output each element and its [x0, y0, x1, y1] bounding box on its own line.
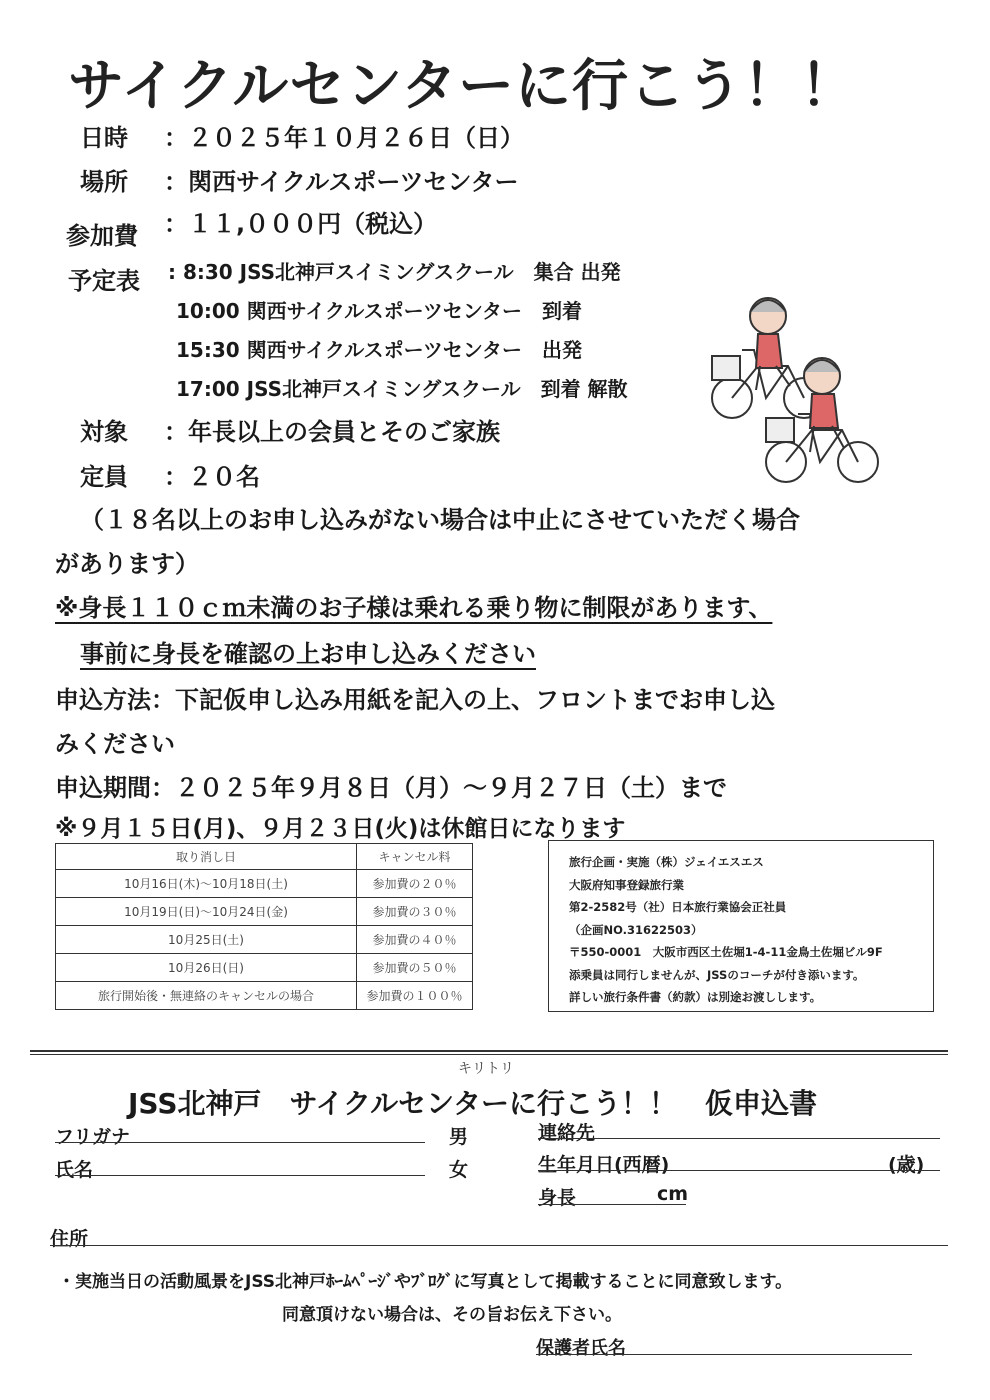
table-cell: 参加費の１００％: [357, 982, 473, 1010]
place-value: ：関西サイクルスポーツセンター: [164, 168, 519, 196]
height-note-cont: 事前に身長を確認の上お申し込みください: [80, 640, 536, 668]
height-note: ※身長１１０ｃｍ未満のお子様は乗れる乗り物に制限があります、: [55, 594, 773, 622]
page-title: サイクルセンターに行こう！！: [68, 54, 858, 119]
table-cell: 参加費の３０％: [357, 898, 473, 926]
schedule-item: 17:00 JSS北神戸スイミングスクール 到着 解散: [176, 377, 628, 401]
address-field[interactable]: [50, 1245, 948, 1246]
consent-statement: ・実施当日の活動風景をJSS北神戸ﾎｰﾑﾍﾟｰｼﾞやﾌﾞﾛｸﾞに写真として掲載することに同意致します。: [58, 1272, 793, 1292]
guardian-name-field[interactable]: [536, 1354, 912, 1355]
table-header-row: [56, 844, 473, 870]
apply-method: 申込方法：下記仮申し込み用紙を記入の上、フロントまでお申し込: [55, 686, 775, 714]
schedule-item: : 8:30 JSS北神戸スイミングスクール 集合 出発: [168, 260, 621, 284]
cancel-note: （１８名以上のお申し込みがない場合は中止にさせていただく場合: [80, 506, 800, 534]
schedule-label: 予定表: [68, 267, 140, 295]
table-cell: 参加費の４０％: [357, 926, 473, 954]
name-field[interactable]: [55, 1175, 425, 1176]
height-field[interactable]: [538, 1204, 686, 1205]
form-title: JSS北神戸 サイクルセンターに行こう！！ 仮申込書: [128, 1087, 818, 1120]
guardian-label: 保護者氏名: [536, 1338, 626, 1359]
cut-line: [30, 1054, 948, 1055]
table-cell: 10月26日(日): [56, 954, 357, 982]
table-row: [56, 926, 473, 954]
furigana-label: フリガナ: [55, 1126, 131, 1148]
consent-note: 同意頂けない場合は、その旨お伝え下さい。: [282, 1305, 622, 1325]
birthday-label: 生年月日(西暦): [538, 1154, 670, 1176]
name-label: 氏名: [55, 1159, 94, 1181]
capacity-label: 定員: [80, 463, 128, 491]
closed-days-note: ※９月１５日(月)、９月２３日(火)は休館日になります: [55, 816, 626, 842]
apply-period: 申込期間：２０２５年９月８日（月）～９月２７日（土）まで: [55, 774, 727, 802]
table-row: [56, 954, 473, 982]
table-row: [56, 870, 473, 898]
agency-line: 第2-2582号（社）日本旅行業協会正社員: [569, 900, 787, 914]
male-option[interactable]: 男: [449, 1126, 469, 1148]
fee-value: ：１１,０００円（税込）: [164, 210, 438, 238]
column-header: キャンセル料: [357, 844, 473, 870]
agency-line: 詳しい旅行条件書（約款）は別途お渡しします。: [569, 990, 822, 1004]
capacity-value: ：２０名: [164, 463, 260, 491]
table-cell: 参加費の２０％: [357, 870, 473, 898]
date-value: ：２０２５年１０月２６日（日）: [164, 124, 524, 152]
table-cell: 10月19日(日)～10月24日(金): [56, 898, 357, 926]
target-label: 対象: [80, 418, 128, 446]
table-cell: 参加費の５０％: [357, 954, 473, 982]
agency-line: 旅行企画・実施（株）ジェイエスエス: [569, 855, 764, 869]
target-value: ：年長以上の会員とそのご家族: [164, 418, 500, 446]
height-label: 身長: [538, 1187, 577, 1209]
age-label: (歳): [888, 1154, 925, 1176]
contact-field[interactable]: [538, 1138, 940, 1139]
birthday-field[interactable]: [538, 1170, 940, 1171]
children-cycling-illustration: [706, 286, 886, 486]
address-label: 住所: [50, 1228, 89, 1250]
date-label: 日時: [80, 124, 128, 152]
apply-method-cont: みください: [55, 730, 175, 758]
cancellation-fee-table: [55, 843, 473, 1010]
place-label: 場所: [80, 168, 128, 196]
cut-line: [30, 1050, 948, 1052]
agency-line: 添乗員は同行しませんが、JSSのコーチが付き添います。: [569, 967, 865, 982]
kiritori-label: キリトリ: [458, 1061, 514, 1077]
cancel-note-cont: があります）: [55, 550, 199, 578]
agency-line: （企画NO.31622503）: [569, 922, 703, 937]
schedule-item: 10:00 関西サイクルスポーツセンター 到着: [176, 299, 583, 323]
female-option[interactable]: 女: [449, 1159, 469, 1181]
agency-line: 大阪府知事登録旅行業: [569, 877, 684, 892]
travel-agency-info: [548, 840, 934, 1012]
height-unit: cm: [657, 1183, 689, 1205]
fee-label: 参加費: [66, 222, 138, 250]
table-row: [56, 898, 473, 926]
table-row: [56, 982, 473, 1010]
furigana-field[interactable]: [55, 1142, 425, 1143]
table-cell: 10月25日(土): [56, 926, 357, 954]
schedule-item: 15:30 関西サイクルスポーツセンター 出発: [176, 338, 583, 362]
contact-label: 連絡先: [538, 1122, 596, 1144]
table-cell: 旅行開始後・無連絡のキャンセルの場合: [56, 982, 357, 1010]
column-header: 取り消し日: [56, 844, 357, 870]
agency-line: 〒550-0001 大阪市西区土佐堀1-4-11金鳥土佐堀ビル9F: [569, 945, 883, 959]
table-cell: 10月16日(木)～10月18日(土): [56, 870, 357, 898]
